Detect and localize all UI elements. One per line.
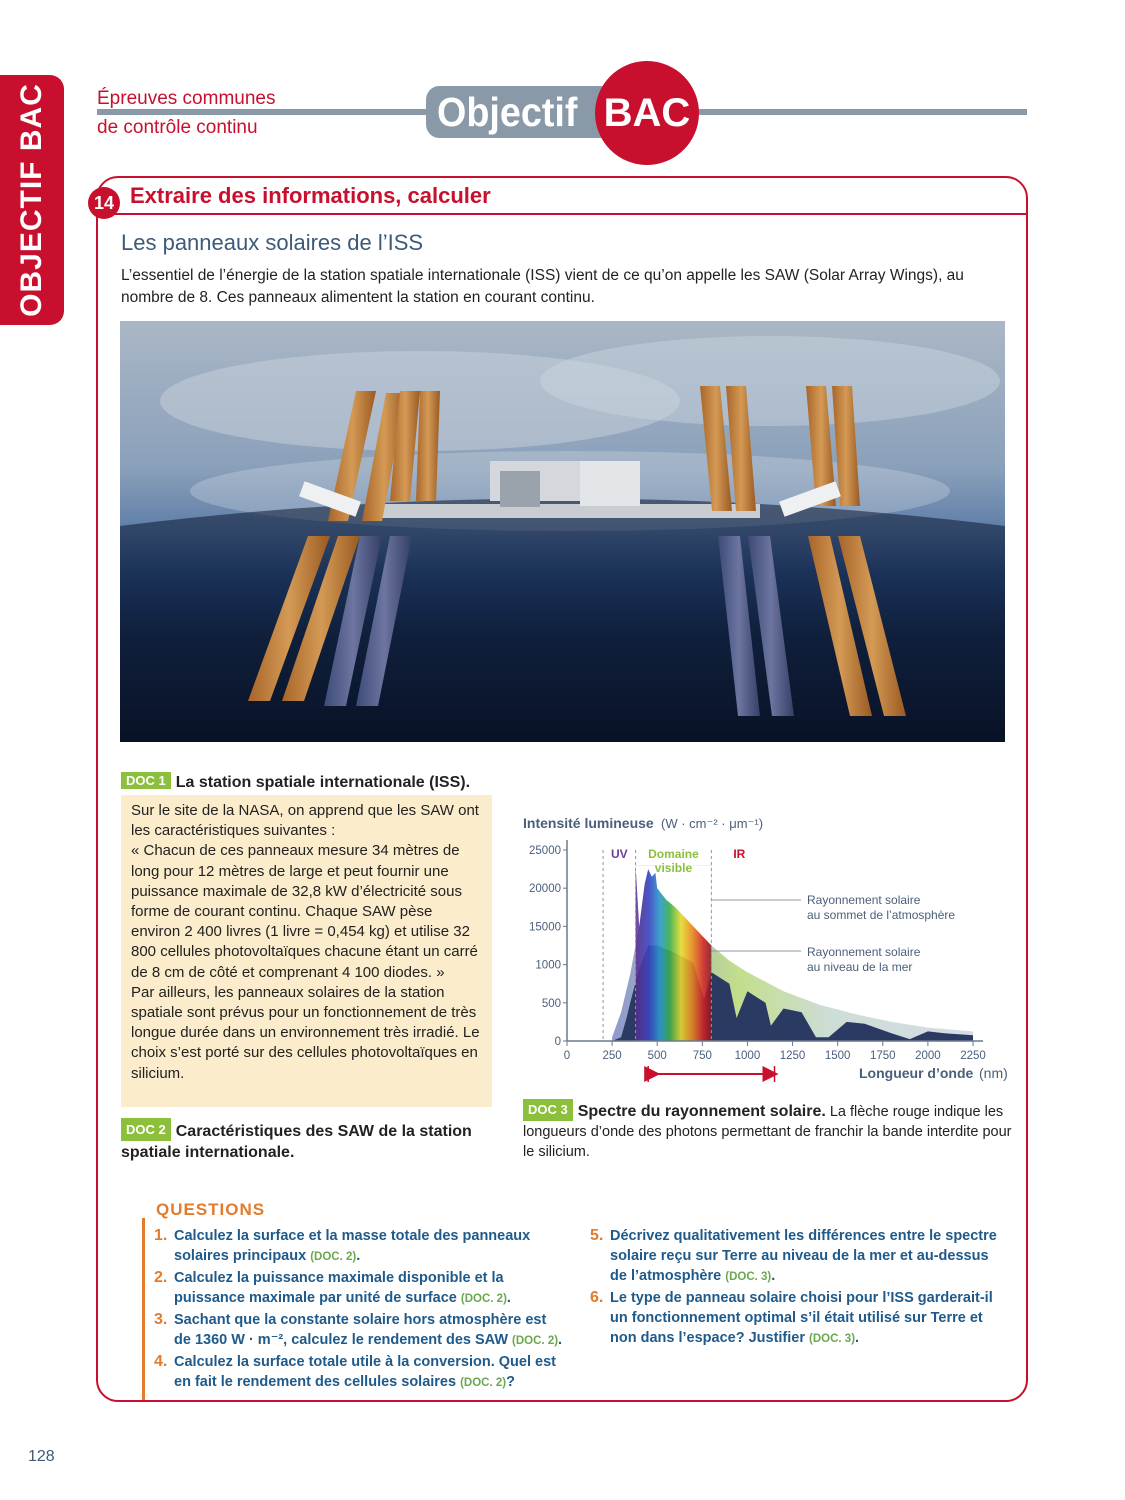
question-number: 6. (590, 1289, 604, 1306)
doc3-text: La flèche rouge indique les longueurs d’onde des photons permettant de franchir la bande interdite pour le silicium. (523, 1104, 1012, 1160)
question-text: Calculez la surface totale utile à la conversion. Quel est en fait le rendement des cellules solaires (174, 1354, 556, 1390)
doc2-heading (121, 1118, 501, 1163)
doc1-paragraph-2: « Chacun de ces panneaux mesure 34 mètres de long pour 12 mètres de large et peut fournir une puissance maximale de 32,8 kW d’électricité sous forme de courant continu. Chaque SAW pèse environ 2 400 livres (1 livre = 0,454 kg) et utilise 32 800 cellules photovoltaïques chacune étant un carré de 8 cm de côté et comprenant 4 100 diodes. » (131, 842, 478, 981)
question-number: 3. (154, 1311, 168, 1328)
exercise-intro: L’essentiel de l’énergie de la station spatiale internationale (ISS) vient de ce qu’on appelle les SAW (Solar Array Wings), au nombre de 8. Ces panneaux alimentent la station en courant continu. (121, 267, 964, 306)
question-item (154, 1310, 564, 1351)
bac-badge (595, 61, 699, 165)
side-tab-prefix: OBJECTIF (15, 160, 48, 317)
annotation-sea-1: Rayonnement solaire (807, 945, 921, 959)
region-label-uv: UV (610, 847, 628, 861)
doc1-title: La station spatiale internationale (ISS). (175, 774, 471, 791)
doc3-tag: DOC 3 (523, 1099, 573, 1121)
exercise-subtitle: Les panneaux solaires de l’ISS (121, 230, 424, 255)
header-subtitle-line2: de contrôle continu (97, 117, 258, 138)
doc2-tag: DOC 2 (121, 1118, 171, 1141)
x-tick-label: 1500 (824, 1050, 851, 1062)
annotation-sea-2: au niveau de la mer (807, 960, 913, 974)
y-tick-label: 0 (554, 1036, 561, 1048)
question-text: Sachant que la constante solaire hors atmosphère est de 1360 W · m⁻², calculez le rendement des SAW (174, 1312, 547, 1348)
exercise-number: 14 (88, 187, 120, 219)
header-subtitle (97, 84, 275, 142)
bac-word: BAC (603, 91, 691, 135)
solar-spectrum-chart (515, 800, 1015, 1090)
question-end: ? (506, 1374, 515, 1390)
annotation-top-2: au sommet de l’atmosphère (807, 908, 956, 922)
x-tick-label: 1750 (869, 1050, 896, 1062)
questions-column-left (154, 1226, 564, 1394)
questions-column-right (590, 1226, 1000, 1350)
question-ref: (DOC. 2) (512, 1335, 559, 1347)
x-tick-label: 2250 (960, 1050, 986, 1062)
question-text: Calculez la puissance maximale disponible et la puissance maximale par unité de surface (174, 1270, 504, 1306)
region-label-visible-2: visible (654, 861, 693, 875)
doc1-tag: DOC 1 (121, 772, 171, 789)
question-number: 4. (154, 1353, 168, 1370)
doc3-title: Spectre du rayonnement solaire. (577, 1103, 826, 1120)
question-end: . (506, 1290, 511, 1306)
x-tick-label: 1250 (779, 1050, 806, 1062)
iss-photo (120, 321, 1005, 742)
exercise-title: Extraire des informations, calculer (130, 183, 491, 208)
header-subtitle-line1: Épreuves communes (97, 88, 276, 109)
side-tab (0, 75, 64, 325)
y-tick-label: 15000 (529, 921, 561, 934)
chart-xunit: (nm) (979, 1065, 1008, 1081)
y-tick-label: 25000 (529, 845, 561, 857)
question-number: 2. (154, 1269, 168, 1286)
questions-section (142, 1200, 1012, 1400)
doc3-caption (523, 1099, 1013, 1162)
doc2-title: Caractéristiques des SAW de la station spatiale internationale. (121, 1123, 472, 1161)
question-end: . (855, 1330, 860, 1346)
region-label-ir: IR (733, 847, 746, 861)
question-item (154, 1268, 564, 1309)
question-text: Calculez la surface et la masse totale des panneaux solaires principaux (174, 1228, 531, 1264)
y-tick-label: 500 (541, 997, 561, 1010)
x-tick-label: 250 (602, 1050, 622, 1062)
question-text: Le type de panneau solaire choisi pour l’ISS garderait-il un fonctionnement optimal s’il était utilisé sur Terre et non dans l’espace? Justifier (610, 1290, 993, 1346)
question-end: . (356, 1248, 361, 1264)
region-label-visible: Domaine (648, 847, 699, 861)
question-item (154, 1226, 564, 1267)
question-ref: (DOC. 2) (310, 1251, 357, 1263)
question-item (590, 1288, 1000, 1349)
objectif-word: Objectif (437, 89, 578, 135)
chart-ylabel: Intensité lumineuse (523, 815, 654, 831)
x-tick-label: 0 (563, 1050, 571, 1062)
side-tab-accent: BAC (15, 83, 48, 152)
question-ref: (DOC. 2) (460, 1377, 507, 1389)
question-number: 5. (590, 1227, 604, 1244)
question-end: . (558, 1332, 563, 1348)
doc1-heading (121, 772, 470, 792)
chart-xlabel: Longueur d’onde (859, 1065, 974, 1081)
doc1-paragraph-3: Par ailleurs, les panneaux solaires de la station spatiale sont prévus pour un fonctionnement de très longue durée dans un environnement très irradié. Le choix s’est porté sur des cellules photovoltaïques en silicium. (131, 983, 480, 1082)
chart-yunit: (W · cm⁻² · μm⁻¹) (661, 816, 764, 831)
questions-bar (142, 1218, 145, 1400)
doc1-paragraph-1: Sur le site de la NASA, on apprend que les SAW ont les caractéristiques suivantes : (131, 802, 479, 840)
x-tick-label: 1000 (734, 1050, 761, 1062)
question-ref: (DOC. 2) (460, 1293, 507, 1305)
question-number: 1. (154, 1227, 168, 1244)
side-tab-label (15, 83, 49, 317)
question-end: . (771, 1268, 776, 1284)
x-tick-label: 2000 (915, 1050, 941, 1062)
question-text: Décrivez qualitativement les différences entre le spectre solaire reçu sur Terre au niveau de la mer et au-dessus de l’atmosphère (610, 1228, 997, 1284)
x-tick-label: 500 (647, 1050, 667, 1062)
question-ref: (DOC. 3) (809, 1333, 856, 1345)
questions-title: QUESTIONS (156, 1200, 266, 1219)
y-tick-label: 20000 (529, 883, 561, 896)
exercise-title-rule (97, 213, 1027, 215)
doc1-box (121, 795, 492, 1107)
question-ref: (DOC. 3) (725, 1271, 772, 1283)
question-item (154, 1352, 564, 1393)
page-number: 128 (28, 1448, 55, 1465)
y-tick-label: 1000 (535, 959, 561, 972)
question-item (590, 1226, 1000, 1287)
x-tick-label: 750 (692, 1050, 712, 1062)
annotation-top-1: Rayonnement solaire (807, 893, 921, 907)
